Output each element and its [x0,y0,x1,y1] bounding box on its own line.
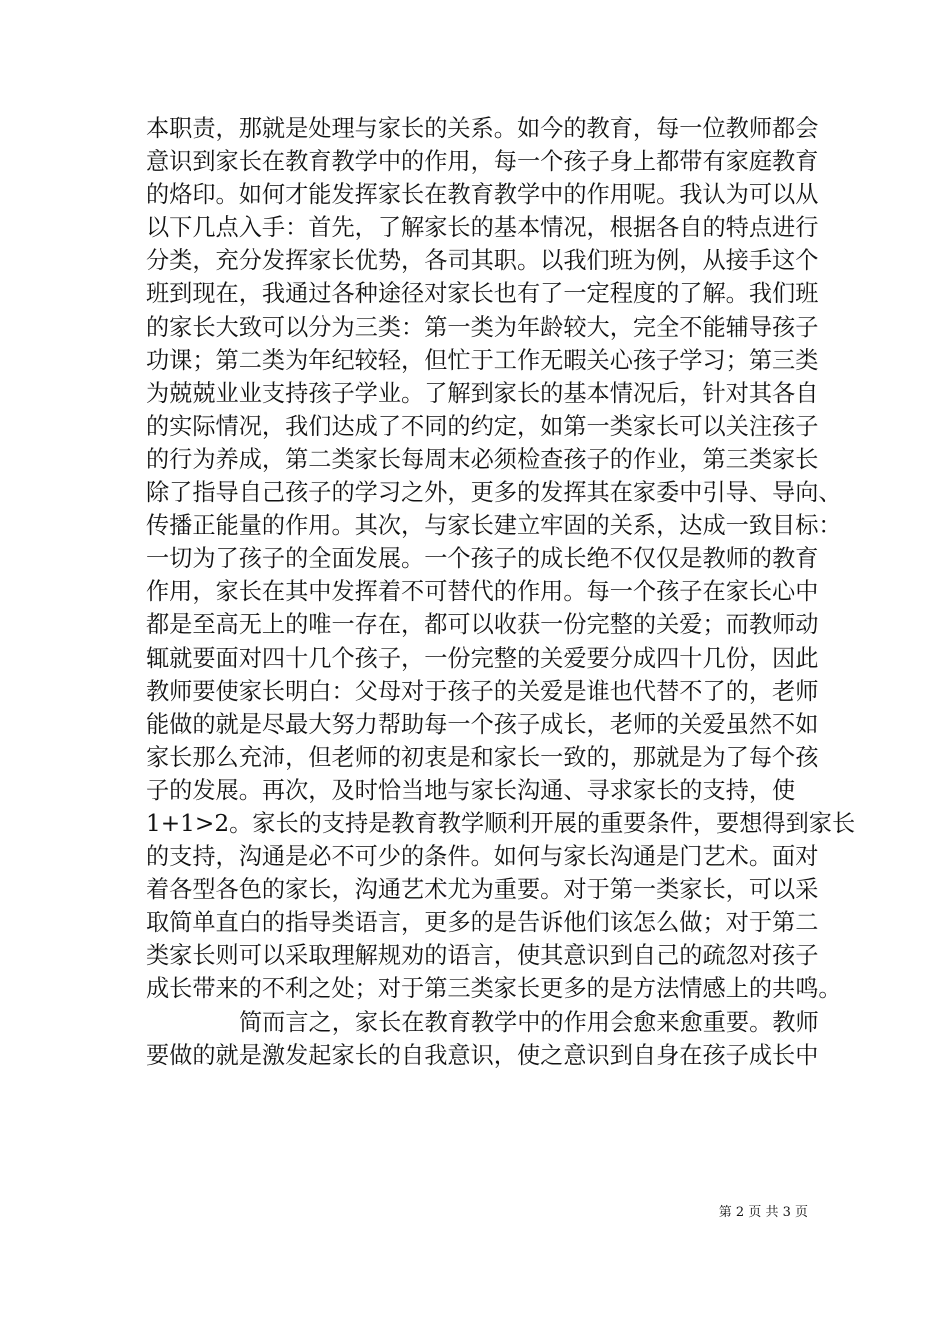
text-line: 的烙印。如何才能发挥家长在教育教学中的作用呢。我认为可以从 [146,181,819,209]
text-line: 能做的就是尽最大努力帮助每一个孩子成长，老师的关爱虽然不如 [146,710,819,738]
text-line: 以下几点入手：首先，了解家长的基本情况，根据各自的特点进行 [146,214,819,242]
text-line: 教师要使家长明白：父母对于孩子的关爱是谁也代替不了的，老师 [146,677,819,705]
text-line: 着各型各色的家长，沟通艺术尤为重要。对于第一类家长，可以采 [146,876,819,904]
text-line: 要做的就是激发起家长的自我意识，使之意识到自身在孩子成长中 [146,1041,819,1069]
text-line: 为兢兢业业支持孩子学业。了解到家长的基本情况后，针对其各自 [146,379,819,407]
text-line: 子的发展。再次，及时恰当地与家长沟通、寻求家长的支持，使 [146,776,796,804]
page-number-footer: 第 2 页 共 3 页 [718,1205,808,1220]
body-text [146,112,856,1072]
text-line: 的支持，沟通是必不可少的条件。如何与家长沟通是门艺术。面对 [146,843,819,871]
text-line: 本职责，那就是处理与家长的关系。如今的教育，每一位教师都会 [146,115,819,142]
text-line: 成长带来的不利之处；对于第三类家长更多的是方法情感上的共鸣。 [146,975,842,1003]
text-line: 分类，充分发挥家长优势，各司其职。以我们班为例，从接手这个 [146,247,819,275]
text-line: 家长那么充沛，但老师的初衷是和家长一致的，那就是为了每个孩 [146,743,819,771]
text-line: 功课；第二类为年纪较轻，但忙于工作无暇关心孩子学习；第三类 [146,346,819,374]
text-line: 班到现在，我通过各种途径对家长也有了一定程度的了解。我们班 [146,280,819,308]
text-line: 意识到家长在教育教学中的作用，每一个孩子身上都带有家庭教育 [146,148,819,176]
text-line: 传播正能量的作用。其次，与家长建立牢固的关系，达成一致目标： [146,512,842,540]
text-line: 类家长则可以采取理解规劝的语言，使其意识到自己的疏忽对孩子 [146,942,819,970]
text-line: 取简单直白的指导类语言，更多的是告诉他们该怎么做；对于第二 [146,909,819,937]
text-line: 的行为养成，第二类家长每周末必须检查孩子的作业，第三类家长 [146,445,819,473]
text-line: 除了指导自己孩子的学习之外，更多的发挥其在家委中引导、导向、 [146,479,842,507]
text-line: 1+1>2。家长的支持是教育教学顺利开展的重要条件，要想得到家长 [146,809,856,837]
text-line: 作用，家长在其中发挥着不可替代的作用。每一个孩子在家长心中 [146,578,819,606]
text-line: 的实际情况，我们达成了不同的约定，如第一类家长可以关注孩子 [146,412,819,440]
text-line: 一切为了孩子的全面发展。一个孩子的成长绝不仅仅是教师的教育 [146,545,819,573]
text-line: 的家长大致可以分为三类：第一类为年龄较大，完全不能辅导孩子 [146,313,819,341]
text-line: 都是至高无上的唯一存在，都可以收获一份完整的关爱；而教师动 [146,611,819,639]
text-line: 辄就要面对四十几个孩子，一份完整的关爱要分成四十几份，因此 [146,644,819,672]
paragraph-start-line: 简而言之，家长在教育教学中的作用会愈来愈重要。教师 [239,1008,819,1036]
